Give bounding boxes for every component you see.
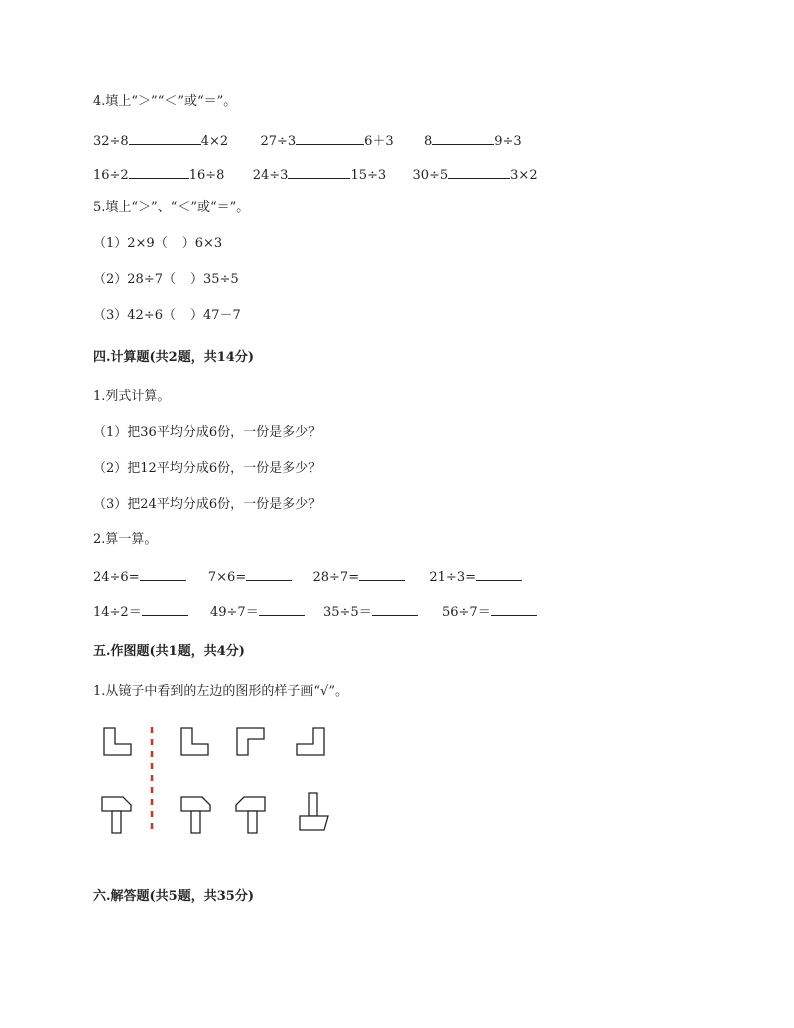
q5-item xyxy=(93,236,222,252)
calc-expr: 14÷2＝ xyxy=(93,605,142,620)
q2-title: 2.算一算。 xyxy=(93,532,158,547)
calc-expr: 7×6= xyxy=(207,570,247,585)
answer-blank[interactable] xyxy=(372,603,418,616)
q1-item: （1）把36平均分成6份，一份是多少？ xyxy=(93,425,322,440)
expr-right: 16÷8 xyxy=(188,168,225,183)
q5-item-prefix: （2）28÷7（ xyxy=(93,272,176,287)
expr-left: 24÷3 xyxy=(252,168,289,183)
q5-item-suffix: ）35÷5 xyxy=(189,272,239,287)
calc-row-2 xyxy=(93,603,537,621)
option-hammer-shape-3[interactable] xyxy=(296,790,332,836)
q4-title: 4.填上“＞”“＜”或“＝”。 xyxy=(93,94,237,109)
answer-blank[interactable] xyxy=(140,568,186,581)
original-hammer-shape xyxy=(101,795,135,837)
calc-expr: 49÷7＝ xyxy=(210,605,259,620)
q5-item-suffix: ）6×3 xyxy=(181,236,223,251)
original-l-shape xyxy=(103,727,135,757)
section-heading-drawing: 五.作图题(共1题，共4分) xyxy=(93,644,245,659)
calc-expr: 28÷7= xyxy=(312,570,360,585)
q5-item-prefix: （3）42÷6（ xyxy=(93,308,176,323)
answer-blank[interactable] xyxy=(246,568,292,581)
answer-blank[interactable] xyxy=(491,603,537,616)
q5-item xyxy=(93,272,239,288)
section-heading-answers: 六.解答题(共5题，共35分) xyxy=(93,889,254,904)
expr-right: 4×2 xyxy=(200,134,229,149)
answer-blank[interactable] xyxy=(448,166,510,179)
answer-blank[interactable] xyxy=(259,603,305,616)
compare-row-2 xyxy=(93,166,538,184)
option-l-shape-3[interactable] xyxy=(296,727,328,757)
expr-right: 3×2 xyxy=(510,168,538,183)
section-heading-calculation: 四.计算题(共2题，共14分) xyxy=(93,350,254,365)
expr-right: 6＋3 xyxy=(364,134,394,149)
calc-row-1 xyxy=(93,568,522,586)
q1-item: （3）把24平均分成6份，一份是多少？ xyxy=(93,497,322,512)
expr-left: 30÷5 xyxy=(412,168,449,183)
answer-blank[interactable] xyxy=(432,132,494,145)
expr-right: 9÷3 xyxy=(494,134,522,149)
option-hammer-shape-1[interactable] xyxy=(180,795,214,837)
calc-expr: 24÷6= xyxy=(93,570,140,585)
answer-blank[interactable] xyxy=(288,166,350,179)
mirror-line xyxy=(148,725,156,835)
calc-expr: 35÷5＝ xyxy=(323,605,372,620)
expr-left: 27÷3 xyxy=(260,134,297,149)
expr-right: 15÷3 xyxy=(350,168,387,183)
q5-title: 5.填上“＞”、“＜”或“＝”。 xyxy=(93,200,250,215)
q5-item-prefix: （1）2×9（ xyxy=(93,236,168,251)
q1-title: 1.列式计算。 xyxy=(93,389,171,404)
expr-left: 8 xyxy=(423,134,433,149)
compare-row-1 xyxy=(93,132,522,150)
answer-blank[interactable] xyxy=(142,603,188,616)
calc-expr: 21÷3= xyxy=(429,570,476,585)
option-l-shape-1[interactable] xyxy=(180,727,212,757)
q1-title: 1.从镜子中看到的左边的图形的样子画“√”。 xyxy=(93,684,348,699)
answer-blank[interactable] xyxy=(129,132,201,145)
answer-blank[interactable] xyxy=(129,166,189,179)
option-l-shape-2[interactable] xyxy=(236,727,268,757)
answer-blank[interactable] xyxy=(296,132,364,145)
expr-left: 32÷8 xyxy=(93,134,129,149)
q1-item: （2）把12平均分成6份，一份是多少？ xyxy=(93,461,322,476)
expr-left: 16÷2 xyxy=(93,168,129,183)
calc-expr: 56÷7＝ xyxy=(442,605,491,620)
option-hammer-shape-2[interactable] xyxy=(234,795,268,837)
q5-item-suffix: ）47－7 xyxy=(189,308,241,323)
answer-blank[interactable] xyxy=(476,568,522,581)
answer-blank[interactable] xyxy=(359,568,405,581)
q5-item xyxy=(93,308,241,324)
